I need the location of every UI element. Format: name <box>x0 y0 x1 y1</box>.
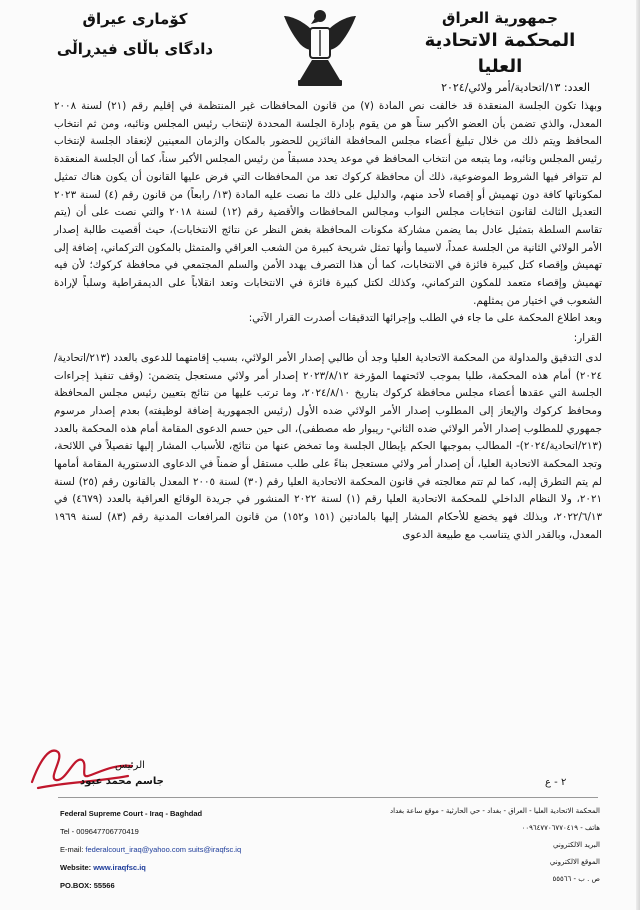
country-name-kurdish: كۆماری عیراق <box>82 10 188 28</box>
scan-edge <box>636 0 640 910</box>
iraq-eagle-emblem-icon <box>282 4 358 88</box>
footer-phone: Tel - 009647706770419 <box>60 827 139 836</box>
court-name-arabic: المحكمة الاتحادية العليا <box>424 30 576 77</box>
footer-phone-arabic: هاتف - ٠٠٩٦٤٧٧٠٦٧٧٠٤١٩ <box>521 824 600 832</box>
footer-english <box>60 805 350 895</box>
page-number: ٢ - ع <box>545 777 567 788</box>
footer-address-arabic: المحكمة الاتحادية العليا - العراق - بغداد - حي الحارثية - موقع ساعة بغداد <box>390 807 600 815</box>
footer-website-label-arabic: الموقع الالكتروني <box>549 858 600 866</box>
footer-email-label-arabic: البريد الالكتروني <box>553 841 600 849</box>
paragraph-3: لدى التدقيق والمداولة من المحكمة الاتحادية العليا وجد أن طالبي إصدار الأمر الولائي، بسبب إقامتهما للدعوى بالعدد (٢١٣/اتحادية/٢٠٢٤) أمام هذه المحكمة، طلبا بموجب لائحتهما المؤرخة ٢٠٢٣/٨/١٢ إصدار أمر ولائي مستعجل يتضمن: (وقف تنفيذ إجراءات الجلسة التي عقدها أعضاء مجلس محافظة كركوك بتاريخ ٢٠٢٤/٨/١٠، وما ترتب عليها من نتائج بتعيين رئيس مجلس المحافظة ومحافظ كركوك والإيعاز إلى المطلوب إصدار الأمر الولائي ضده الأول (رئيس الجمهورية إضافة لوظيفته) بعدم إصدار مرسوم جمهوري للمطلوب إصدار الأمر الولائي ضده الثاني- ريبوار طه مصطفى)، الى حين حسم الدعوى المقامة أمام هذه المحكمة بالعدد (٢١٣/اتحادية/٢٠٢٤)- المطالب بموجبها الحكم بإبطال الجلسة وما تمخض عنها من نتائج، للأسباب المشار إليها تفصيلاً في اللائحة، وتجد المحكمة الاتحادية العليا، أن إصدار أمر ولائي مستعجل بناءً على طلب مستقل أو ضمناً في الدعاوى الدستورية المقامة أمامها لم يتم التطرق إليه، كما لم تتم معالجته في قانون المحكمة الاتحادية العليا رقم (٣٠) لسنة ٢٠٠٥ المعدل بالقانون رقم (٢٥) لسنة ٢٠٢١، ولا النظام الداخلي للمحكمة الاتحادية العليا رقم (١) لسنة ٢٠٢٢ المنشور في جريدة الوقائع العراقية بالعدد (٤٦٧٩) في ٢٠٢٢/٦/١٣، وبذلك فهو يخضع للأحكام المشار إليها بالمادتين (١٥١ و١٥٢) من قانون المرافعات المدنية رقم (٨٣) لسنة ١٩٦٩ المعدل، وبالقدر الذي يتناسب مع طبيعة الدعوى <box>54 351 603 541</box>
header-kurdish <box>40 8 230 60</box>
country-name-arabic: جمهورية العراق <box>442 9 558 27</box>
footer-pobox: PO.BOX: 55566 <box>60 881 115 890</box>
decision-heading: القرار: <box>573 332 602 345</box>
document-body <box>54 98 602 545</box>
footer-court-name: Federal Supreme Court - Iraq - Baghdad <box>60 809 203 818</box>
case-number: العدد: ١٣/اتحادية/أمر ولائي/٢٠٢٤ <box>441 81 590 94</box>
footer-email[interactable]: E-mail: federalcourt_iraq@yahoo.com suits@iraqfsc.iq <box>60 845 242 854</box>
signatory-name: جاسم محمد عبود <box>80 776 164 787</box>
paragraph-1: وبهذا تكون الجلسة المنعقدة قد خالفت نص المادة (٧) من قانون المحافظات غير المنتظمة في إقليم رقم (٢١) لسنة ٢٠٠٨ المعدل، والذي تضمن بأن العضو الأكبر سناً هو من يقوم بإدارة الجلسة المحددة لإنتخاب رئيس المجلس ونائبه، ومن ثم انتخاب المحافظ ويتم ذلك من خلال تبليغ أعضاء مجلس المحافظة الفائزين للحضور بالمكان والزمان المعينين لإنعقاد الجلسة لإنتخاب رئيس المجلس ونائبه، وما يتبعه من انتخاب المحافظ في موعد يحدد مسبقاً من رئيس المجلس الأكبر سناً، كما أن الجلسة المنعقدة لم تتوافر فيها الشروط الموضوعية، ذلك أن محافظة كركوك تعد من المحافظات التي فرض عليها القانون أن يكون هناك تمثيل لمكوناتها كافة دون تهميش أو إقصاء لأحد منهم، والدليل على ذلك ما نصت عليه المادة (١٣/ رابعاً) من قانون رقم (٤) لسنة ٢٠٢٣ التعديل الثالث لقانون انتخابات مجلس النواب ومجالس المحافظات والأقضية رقم (١٢) لسنة ٢٠١٨ والتي نصت على أن (يتم تقاسم السلطة بتمثيل عادل بما يضمن مشاركة مكونات المحافظة بغض النظر عن نتائج الانتخابات)، حيث أقصيت طالبة إصدار الأمر الولائي الثانية من الجلسة عمداً، لاسيما وأنها تمثل شريحة كبيرة من الشعب العراقي والمتمثل بالمكون التركماني، إضافة إلى تهميش وإقصاء كتل كبيرة فائزة في الانتخابات، كما أن هذا التصرف يهدد الأمن والسلم المجتمعي في محافظة كركوك؛ لأن فيه تهميش وإقصاء متعمد للمكون التركماني، وكذلك لكتل كبيرة فائزة في الانتخابات وتعد انقلاباً على الديمقراطية وسلباً لإرادة الشعوب في اختيار من يمثلهم. <box>54 100 603 307</box>
footer-divider <box>58 797 598 798</box>
signature-title: الرئيس <box>115 760 145 771</box>
court-name-kurdish: دادگای باڵای فیدڕاڵی <box>56 40 214 58</box>
footer-pobox-arabic: ص . ب - ٥٥٥٦٦ <box>552 875 600 883</box>
header-arabic <box>400 8 600 96</box>
paragraph-2: وبعد اطلاع المحكمة على ما جاء في الطلب وإجرائها التدقيقات أصدرت القرار الآتي: <box>248 312 602 325</box>
footer-arabic <box>390 803 600 888</box>
footer-website[interactable]: Website: www.iraqfsc.iq <box>60 863 146 872</box>
